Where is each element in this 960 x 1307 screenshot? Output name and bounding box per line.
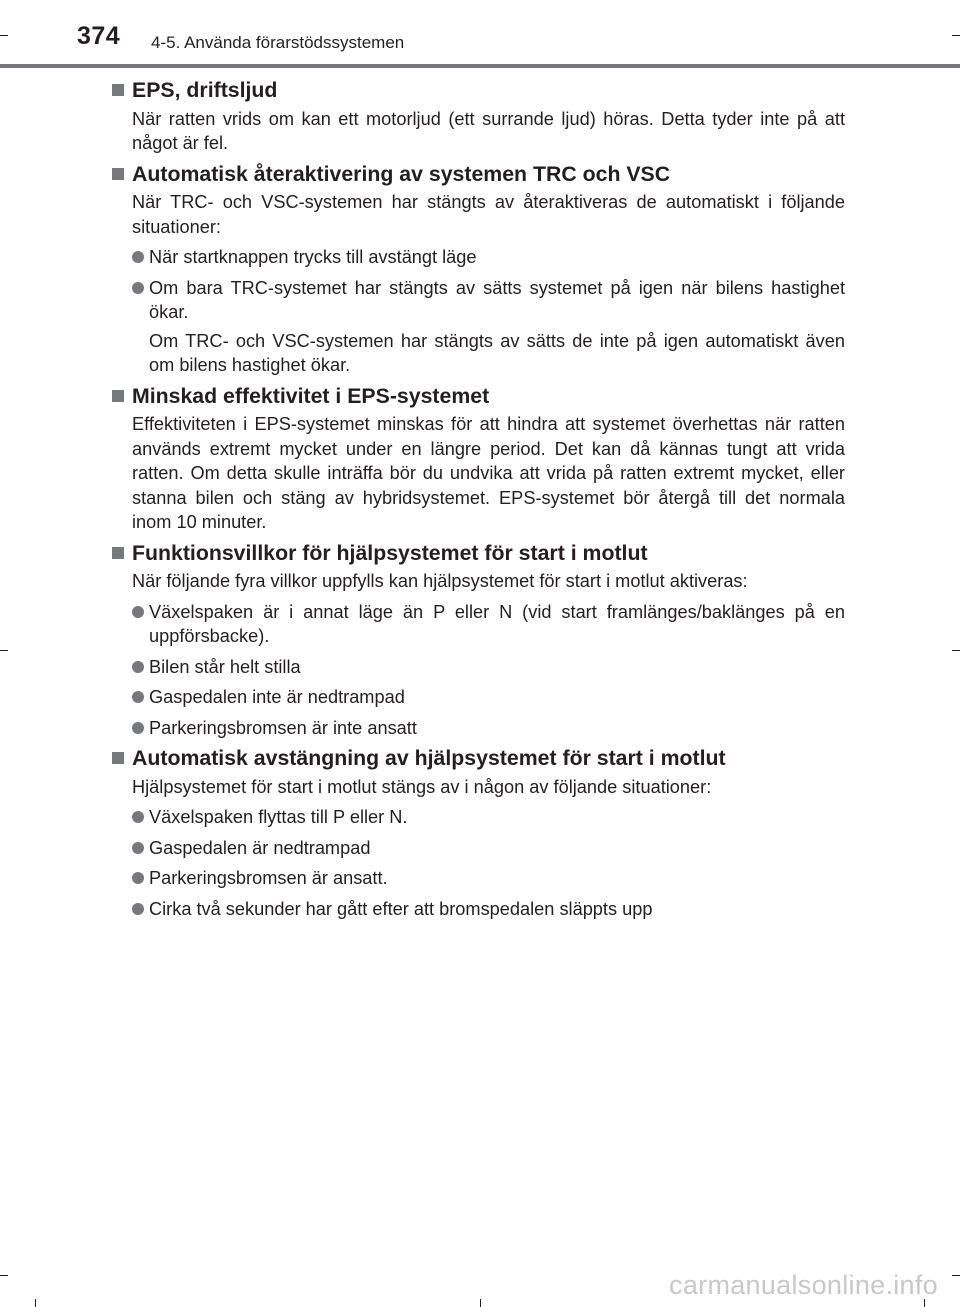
section-heading xyxy=(112,162,845,187)
chapter-title: 4-5. Använda förarstödssystemen xyxy=(151,33,405,52)
section-heading xyxy=(112,541,845,566)
bullet-list xyxy=(132,805,845,921)
list-item xyxy=(132,716,845,741)
section-eps-operating-sound xyxy=(112,78,845,156)
list-item-text: När startknappen trycks till avstängt läge xyxy=(149,247,477,267)
round-bullet-icon xyxy=(132,282,144,294)
crop-mark xyxy=(952,1275,960,1276)
list-item-note: Om TRC- och VSC-systemen har stängts av sätts de inte på igen automatiskt även om bilens hastighet ökar. xyxy=(149,330,845,375)
square-bullet-icon xyxy=(112,390,124,402)
crop-mark xyxy=(0,650,8,651)
list-item-text: Om bara TRC-systemet har stängts av sätts systemet på igen när bilens hastighet ökar. xyxy=(149,277,845,322)
round-bullet-icon xyxy=(132,842,144,854)
list-item xyxy=(132,685,845,710)
square-bullet-icon xyxy=(112,547,124,559)
site-watermark: carmanualsonline.info xyxy=(669,1270,938,1300)
crop-mark xyxy=(480,1299,481,1307)
section-hill-start-conditions xyxy=(112,541,845,741)
section-heading-text: Automatisk avstängning av hjälpsystemet för start i motlut xyxy=(132,746,726,770)
section-heading-text: Minskad effektivitet i EPS-systemet xyxy=(132,383,490,408)
page-content xyxy=(112,78,845,921)
bullet-list xyxy=(132,245,845,378)
list-item xyxy=(132,245,845,270)
list-item-text: Växelspaken flyttas till P eller N. xyxy=(149,807,408,827)
section-body: När följande fyra villkor uppfylls kan hjälpsystemet för start i motlut aktiveras: xyxy=(132,571,748,591)
square-bullet-icon xyxy=(112,168,124,180)
section-heading-text: Automatisk återaktivering av systemen TRC och VSC xyxy=(132,161,671,186)
section-body: Effektiviteten i EPS-systemet minskas för att hindra att systemet överhettas när ratten används extremt mycket under en längre period. Det kan då kännas tungt att vrida ratten. Om detta skulle inträffa bör du undvika att vrida på ratten extremt mycket, eller stanna bilen och stäng av hybridsystemet. EPS-systemet bör återgå till det normala inom 10 minuter. xyxy=(132,414,845,532)
list-item-text: Gaspedalen inte är nedtrampad xyxy=(149,687,405,707)
section-hill-start-auto-off xyxy=(112,746,845,921)
round-bullet-icon xyxy=(132,661,144,673)
page-number: 374 xyxy=(77,22,121,50)
list-item xyxy=(132,655,845,680)
crop-mark xyxy=(35,1299,36,1307)
section-heading xyxy=(112,384,845,409)
crop-mark xyxy=(952,35,960,36)
crop-mark xyxy=(0,1275,8,1276)
list-item xyxy=(132,276,845,378)
section-body: När ratten vrids om kan ett motorljud (ett surrande ljud) höras. Detta tyder inte på att något är fel. xyxy=(132,108,845,153)
section-trc-vsc-reactivation xyxy=(112,162,845,378)
list-item-text: Cirka två sekunder har gått efter att bromspedalen släppts upp xyxy=(149,898,653,919)
list-item-text: Gaspedalen är nedtrampad xyxy=(149,837,371,858)
round-bullet-icon xyxy=(132,811,144,823)
round-bullet-icon xyxy=(132,251,144,263)
list-item xyxy=(132,897,845,922)
crop-mark xyxy=(0,35,8,36)
round-bullet-icon xyxy=(132,722,144,734)
section-heading xyxy=(112,78,845,103)
list-item xyxy=(132,866,845,891)
round-bullet-icon xyxy=(132,872,144,884)
list-item-text: Bilen står helt stilla xyxy=(149,656,301,677)
square-bullet-icon xyxy=(112,752,124,764)
section-body: Hjälpsystemet för start i motlut stängs av i någon av följande situationer: xyxy=(132,776,712,797)
section-heading-text: Funktionsvillkor för hjälpsystemet för start i motlut xyxy=(132,540,648,565)
section-heading-text: EPS, driftsljud xyxy=(132,78,278,102)
list-item xyxy=(132,805,845,830)
list-item xyxy=(132,836,845,861)
square-bullet-icon xyxy=(112,84,124,96)
round-bullet-icon xyxy=(132,903,144,915)
header-rule xyxy=(0,64,960,68)
bullet-list xyxy=(132,600,845,741)
section-body: När TRC- och VSC-systemen har stängts av återaktiveras de automatiskt i följande situationer: xyxy=(132,192,845,237)
list-item-text: Parkeringsbromsen är ansatt. xyxy=(149,868,388,888)
list-item-text: Parkeringsbromsen är inte ansatt xyxy=(149,717,417,738)
crop-mark xyxy=(952,650,960,651)
section-heading xyxy=(112,746,845,771)
round-bullet-icon xyxy=(132,691,144,703)
round-bullet-icon xyxy=(132,606,144,618)
section-eps-reduced-effectiveness xyxy=(112,384,845,535)
list-item xyxy=(132,600,845,649)
page-header xyxy=(0,0,960,68)
list-item-text: Växelspaken är i annat läge än P eller N (vid start framlänges/baklänges på en uppförsbacke). xyxy=(149,601,845,646)
